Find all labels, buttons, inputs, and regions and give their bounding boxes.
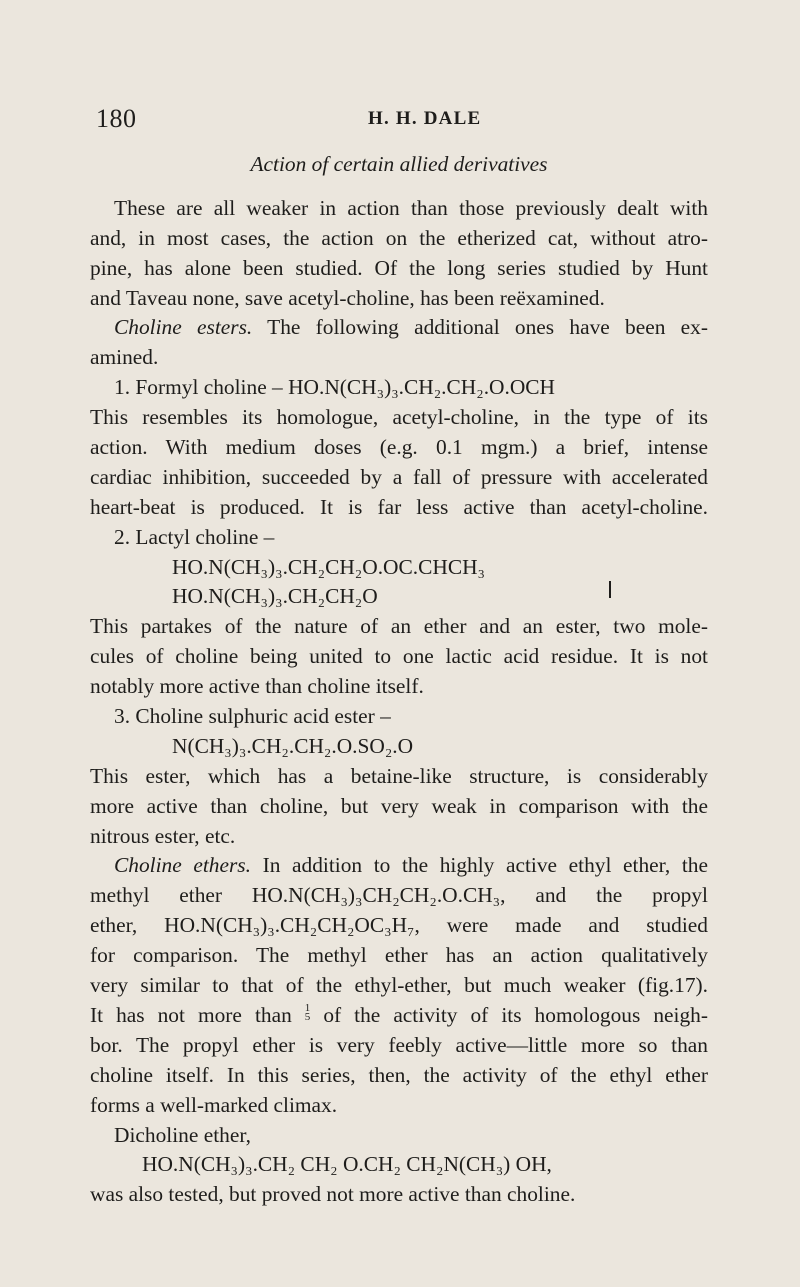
paragraph-line: forms a well-marked climax.	[90, 1092, 338, 1117]
fraction	[304, 1001, 311, 1023]
page-number: 180	[96, 104, 137, 133]
esters-label: Choline esters.	[114, 315, 253, 340]
paragraph-line: These are all weaker in action than those previously dealt with	[114, 195, 708, 220]
paragraph-line: choline itself. In this series, then, the activity of the ethyl ether	[90, 1062, 708, 1087]
item-2-name: 2. Lactyl choline –	[114, 524, 275, 549]
paragraph-line: action. With medium doses (e.g. 0.1 mgm.) a brief, intense	[90, 435, 708, 460]
dicholine-formula: HO.N(CH₃)₃.CH₂ CH₂ O.CH₂ CH₂N(CH₃) OH,	[142, 1152, 552, 1177]
ethers-intro-text: In addition to the highly active ethyl ether, the	[262, 853, 708, 878]
paragraph-line: ether, HO.N(CH₃)₃.CH₂CH₂OC₃H₇, were made and studied	[90, 913, 708, 938]
paragraph-line: cardiac inhibition, succeeded by a fall of pressure with accelerated	[90, 464, 708, 489]
paragraph-line: notably more active than choline itself.	[90, 674, 424, 699]
paragraph-line: methyl ether HO.N(CH₃)₃CH₂CH₂.O.CH₃, and the propyl	[90, 883, 708, 908]
body-text	[90, 150, 708, 1210]
paragraph-line: This ester, which has a betaine-like structure, is considerably	[90, 763, 708, 788]
section-title: Action of certain allied derivatives	[250, 152, 548, 176]
paragraph-line: amined.	[90, 345, 159, 370]
paragraph-line: This partakes of the nature of an ether and an ester, two mole-	[90, 614, 708, 639]
esters-intro-text: The following additional ones have been ex-	[267, 315, 708, 340]
paragraph-line: pine, has alone been studied. Of the long series studied by Hunt	[90, 255, 708, 280]
paragraph-line: nitrous ester, etc.	[90, 823, 236, 848]
text-fragment: of the activity of its homologous neigh-	[323, 1002, 708, 1027]
paragraph-line: and, in most cases, the action on the etherized cat, without atro-	[90, 225, 708, 250]
text-fragment: It has not more than	[90, 1002, 292, 1027]
paragraph-line: for comparison. The methyl ether has an action qualitatively	[90, 943, 708, 968]
paragraph-line: very similar to that of the ethyl-ether, but much weaker (fig.17).	[90, 973, 708, 998]
ethers-label: Choline ethers.	[114, 853, 251, 878]
spacer	[90, 180, 708, 194]
dicholine-name: Dicholine ether,	[114, 1122, 251, 1147]
item-3-formula: N(CH₃)₃.CH₂.CH₂.O.SO₂.O	[172, 733, 414, 758]
paragraph-line: cules of choline being united to one lactic acid residue. It is not	[90, 644, 708, 669]
paragraph-line: bor. The propyl ether is very feebly active—little more so than	[90, 1032, 708, 1057]
item-1-name: 1. Formyl choline –	[114, 375, 289, 400]
paragraph-line: This resembles its homologue, acetyl-choline, in the type of its	[90, 405, 708, 430]
fraction-denominator: 5	[304, 1010, 311, 1023]
bond-line	[609, 581, 611, 598]
item-3-name: 3. Choline sulphuric acid ester –	[114, 704, 391, 729]
ethers-intro	[90, 851, 708, 881]
paragraph-line: heart-beat is produced. It is far less active than acetyl-choline.	[90, 494, 708, 519]
running-head: H. H. DALE	[368, 108, 482, 129]
lactyl-formula	[90, 553, 708, 613]
esters-intro	[90, 313, 708, 343]
fraction-numerator: 1	[304, 1001, 311, 1014]
paragraph-line: and Taveau none, save acetyl-choline, has been reëxamined.	[90, 285, 605, 310]
page-header	[96, 104, 706, 134]
fraction-line	[90, 1001, 708, 1031]
item-1-formula: HO.N(CH₃)₃.CH₂.CH₂.O.OCH	[288, 375, 556, 400]
formula-bottom-line: HO.N(CH₃)₃.CH₂CH₂O	[172, 584, 378, 609]
paragraph-line: was also tested, but proved not more active than choline.	[90, 1182, 576, 1207]
item-1-heading	[90, 373, 708, 403]
paragraph-line: more active than choline, but very weak in comparison with the	[90, 793, 708, 818]
formula-top-line: HO.N(CH₃)₃.CH₂CH₂O.OC.CHCH₃	[172, 554, 486, 579]
